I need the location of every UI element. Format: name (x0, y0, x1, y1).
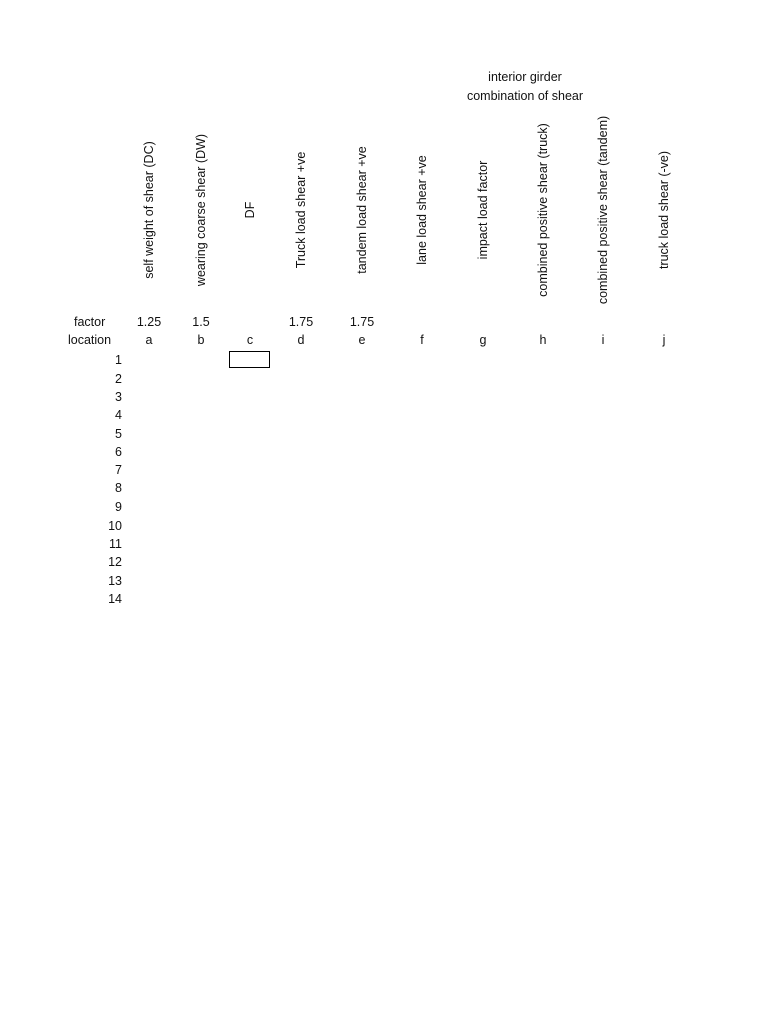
location-number: 6 (115, 445, 122, 459)
letter-cell-c: c (246, 333, 254, 347)
letter-cell-b: b (197, 333, 205, 347)
letter-cell-j: j (662, 333, 666, 347)
location-number: 5 (115, 427, 122, 441)
letter-cell-f: f (420, 333, 424, 347)
location-number: 12 (108, 555, 122, 569)
table-title-line-1: interior girder (488, 70, 562, 84)
letter-cell-a: a (145, 333, 153, 347)
column-header-i: combined positive shear (tandem) (596, 115, 610, 305)
location-number: 11 (109, 537, 122, 551)
column-header-d: Truck load shear +ve (294, 151, 308, 269)
column-header-b: wearing coarse shear (DW) (194, 133, 208, 287)
letter-cell-g: g (479, 333, 487, 347)
column-header-h: combined positive shear (truck) (536, 123, 550, 297)
location-number: 10 (108, 519, 122, 533)
letter-cell-h: h (539, 333, 547, 347)
column-header-g: impact load factor (476, 160, 490, 260)
location-number: 1 (115, 353, 122, 367)
location-number: 13 (108, 574, 122, 588)
factor-cell-a: 1.25 (136, 315, 162, 329)
column-header-j: truck load shear (-ve) (657, 150, 671, 270)
column-header-f: lane load shear +ve (415, 155, 429, 265)
table-title-line-2: combination of shear (466, 89, 584, 103)
location-number: 9 (115, 500, 122, 514)
location-number: 4 (115, 408, 122, 422)
location-row-label: location (68, 333, 112, 347)
location-number: 7 (115, 463, 122, 477)
column-header-e: tandem load shear +ve (355, 146, 369, 274)
factor-cell-b: 1.5 (192, 315, 210, 329)
factor-row-label: factor (74, 315, 106, 329)
active-cell-c1[interactable] (229, 351, 270, 368)
factor-cell-d: 1.75 (288, 315, 314, 329)
letter-cell-d: d (297, 333, 305, 347)
letter-cell-e: e (358, 333, 366, 347)
column-header-c: DF (243, 201, 257, 219)
location-number: 14 (108, 592, 122, 606)
column-header-a: self weight of shear (DC) (142, 141, 156, 279)
factor-cell-e: 1.75 (349, 315, 375, 329)
letter-cell-i: i (601, 333, 605, 347)
location-number: 3 (115, 390, 122, 404)
location-number: 8 (115, 481, 122, 495)
location-number: 2 (115, 372, 122, 386)
